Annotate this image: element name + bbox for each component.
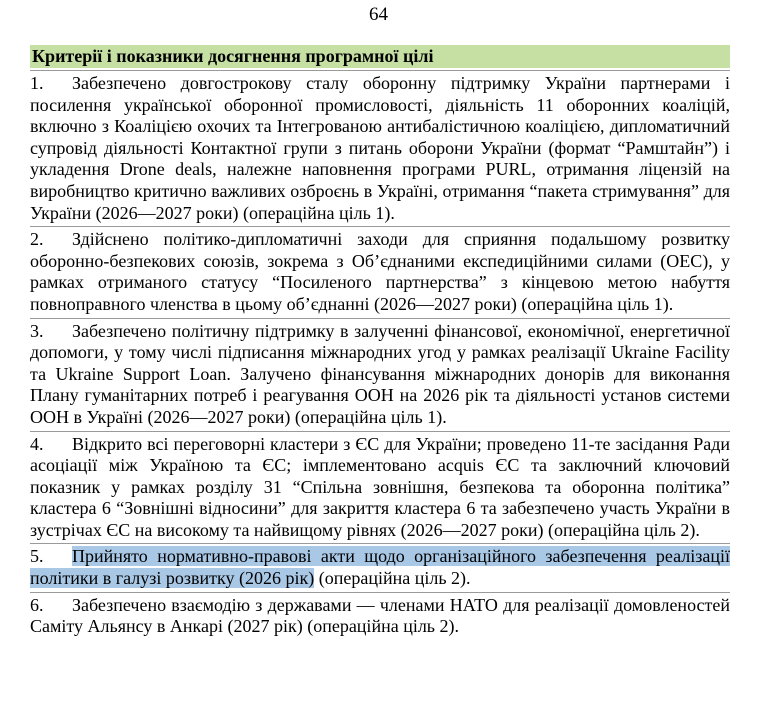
criteria-item-1 — [30, 70, 730, 224]
item-number: 2. — [30, 229, 44, 250]
item-number: 5. — [30, 546, 44, 567]
criteria-item-5 — [30, 543, 730, 589]
highlighted-text-selection[interactable]: Прийнято нормативно-правові акти щодо організаційного забезпечення реалізації політики в галузі розвитку (2026 рік) — [30, 546, 730, 589]
item-number: 3. — [30, 320, 44, 341]
page-number: 64 — [369, 4, 388, 25]
item-text: Здійснено політико-дипломатичні заходи для сприяння подальшому розвитку оборонно-безпекових союзів, зокрема з Об’єднаними експедиційними силами (ОЕС), у рамках отриманого статусу “Посиленого партнерства” з кінцевою метою набуття повноправного членства в цьому об’єднанні (2026—2027 роки) (операційна ціль 1). — [30, 229, 730, 314]
item-text: Забезпечено довгострокову сталу оборонну підтримку України партнерами і посилення української оборонної промисловості, діяльність 11 оборонних коаліцій, включно з Коаліцією охочих та Інтегрованою антибалістичною коаліцією, дипломатичний супровід діяльності Контактної групи з питань оборони України (формат “Рамштайн”) і укладення Drone deals, належне наповнення програми PURL, отримання ліцензій на виробництво критично важливих озброєнь в Україні, отримання “пакета стримування” для України (2026—2027 роки) (операційна ціль 1). — [30, 73, 730, 223]
item-text: Забезпечено взаємодію з державами — членами НАТО для реалізації домовленостей Саміту Альянсу в Анкарі (2027 рік) (операційна ціль 2). — [30, 594, 730, 637]
document-body — [30, 45, 730, 640]
criteria-item-6 — [30, 592, 730, 638]
section-header: Критерії і показники досягнення програмної цілі — [30, 45, 730, 68]
item-text: Відкрито всі переговорні кластери з ЄС для України; проведено 11-те засідання Ради асоціації між Україною та ЄС; імплементовано acquis ЄС та заключний ключовий показник у рамках розділу 31 “Спільна зовнішня, безпекова та оборонна політика” кластера 6 “Зовнішні відносини” для закриття кластера 6 та забезпечено участь України в зустрічах ЄС на високому та найвищому рівнях (2026—2027 роки) (операційна ціль 2). — [30, 433, 730, 540]
criteria-item-3 — [30, 318, 730, 429]
item-text: (операційна ціль 2). — [314, 568, 471, 589]
item-number: 4. — [30, 433, 44, 454]
criteria-item-2 — [30, 226, 730, 315]
criteria-item-4 — [30, 431, 730, 542]
item-number: 6. — [30, 594, 44, 615]
item-text: Забезпечено політичну підтримку в залученні фінансової, економічної, енергетичної допомоги, у тому числі підписання міжнародних угод у рамках реалізації Ukraine Facility та Ukraine Support Loan. Залучено фінансування міжнародних донорів для виконання Плану гуманітарних потреб і реагування ООН на 2026 рік та діяльності установ системи ООН в Україні (2026—2027 роки) (операційна ціль 1). — [30, 320, 730, 427]
item-number: 1. — [30, 73, 44, 93]
